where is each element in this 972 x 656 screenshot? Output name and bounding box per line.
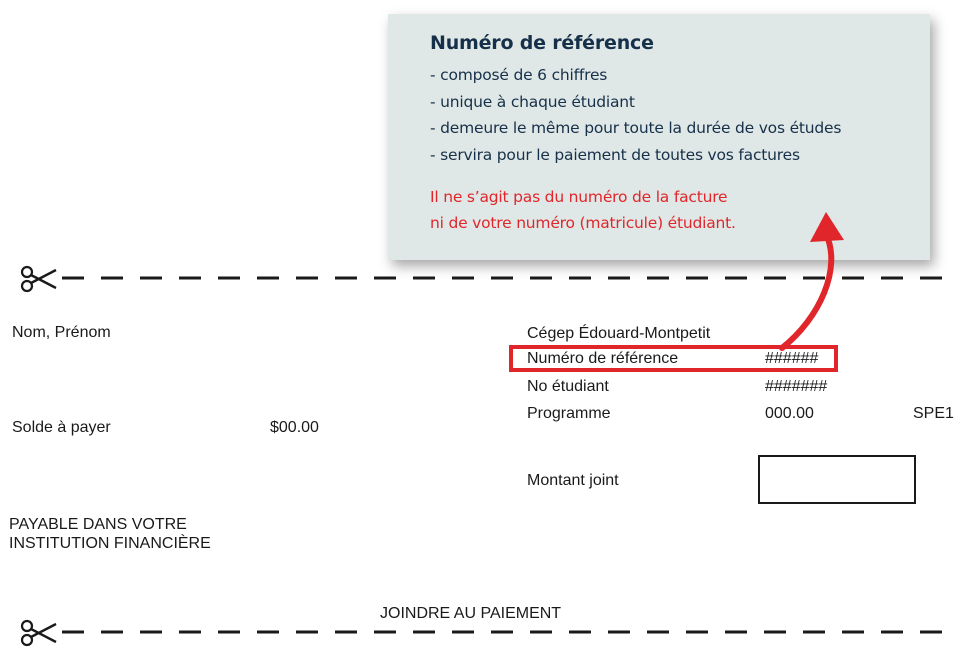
callout-bullet: - demeure le même pour toute la durée de vos études [430,119,842,137]
program-label: Programme [527,405,611,422]
curved-arrow-icon [760,208,860,356]
payable-line: PAYABLE DANS VOTRE [9,516,187,533]
scissors-icon [18,616,60,650]
balance-label: Solde à payer [12,419,111,436]
amount-input-box[interactable] [758,455,916,504]
callout-bullet: - servira pour le paiement de toutes vos factures [430,145,800,164]
callout-title: Numéro de référence [430,32,654,54]
name-label: Nom, Prénom [12,324,111,341]
callout-warning-line: ni de votre numéro (matricule) étudiant. [430,214,736,232]
payable-notice [9,515,211,553]
student-no-value: ####### [765,378,828,395]
reference-label: Numéro de référence [527,350,679,367]
balance-value: $00.00 [270,419,319,436]
payable-line: INSTITUTION FINANCIÈRE [9,535,211,552]
reference-value: ###### [765,350,819,367]
callout-bullet-list [430,62,841,168]
bottom-cut-line [62,628,952,636]
footer-note: JOINDRE AU PAIEMENT [380,605,562,622]
program-code: SPE1 [913,405,954,422]
scissors-icon [18,262,60,296]
callout-bullet: - composé de 6 chiffres [430,66,608,84]
program-value: 000.00 [765,405,814,422]
amount-label: Montant joint [527,472,619,489]
institution-name: Cégep Édouard-Montpetit [527,325,711,342]
callout-bullet: - unique à chaque étudiant [430,92,635,111]
student-no-label: No étudiant [527,378,609,395]
callout-warning [430,184,736,236]
callout-warning-line: Il ne s’agit pas du numéro de la facture [430,188,728,206]
